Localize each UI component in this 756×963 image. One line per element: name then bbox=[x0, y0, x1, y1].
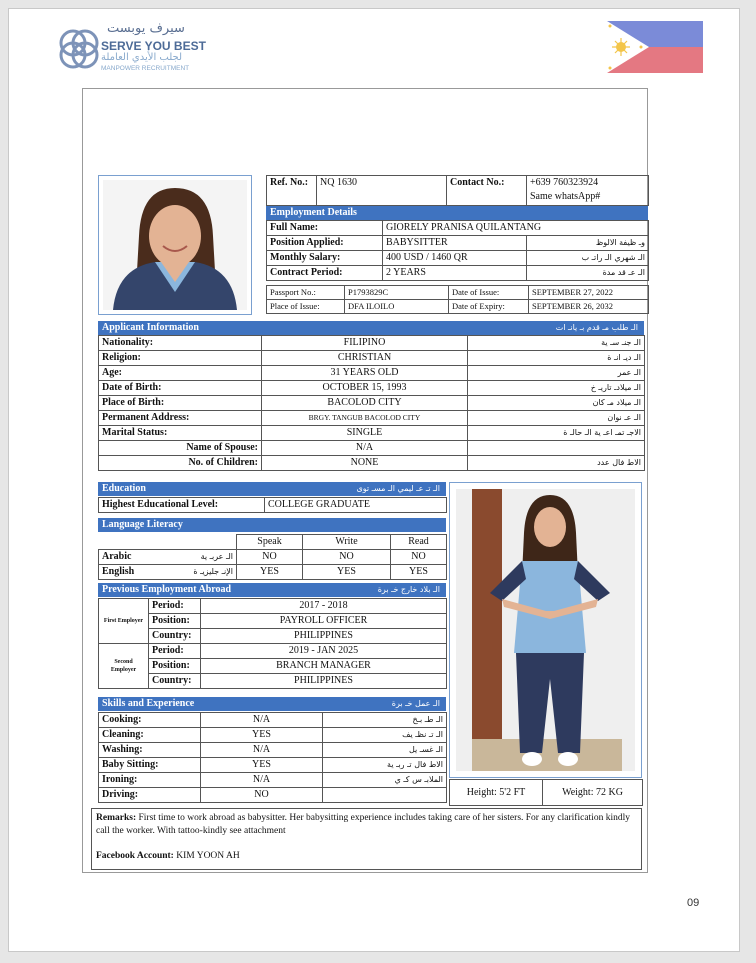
nationality-arabic: الـ جنـ سـ ية bbox=[468, 336, 645, 351]
spouse-label: Name of Spouse: bbox=[99, 441, 262, 456]
employment-row bbox=[267, 221, 649, 236]
washing-arabic: الـ غسـ يل bbox=[323, 743, 447, 758]
reference-table bbox=[266, 175, 649, 206]
cleaning-arabic: الـ تـ نظـ يف bbox=[323, 728, 447, 743]
babysitting-value: YES bbox=[201, 758, 323, 773]
skill-row bbox=[99, 728, 447, 743]
babysitting-arabic: الاط فال تـ ربـ ية bbox=[323, 758, 447, 773]
babysitting-label: Baby Sitting: bbox=[99, 758, 201, 773]
arabic-speak: NO bbox=[237, 550, 303, 565]
address-label: Permanent Address: bbox=[99, 411, 262, 426]
pob-value: BACOLOD CITY bbox=[262, 396, 468, 411]
second-country-label: Country: bbox=[149, 674, 201, 689]
education-title-arabic: الـ تـ عـ ليمي الـ مسـ توى bbox=[356, 484, 440, 493]
religion-label: Religion: bbox=[99, 351, 262, 366]
driving-arabic bbox=[323, 788, 447, 803]
full-body-image bbox=[450, 483, 641, 777]
skill-row bbox=[99, 758, 447, 773]
pob-label: Place of Birth: bbox=[99, 396, 262, 411]
passport-table bbox=[266, 285, 649, 314]
cleaning-label: Cleaning: bbox=[99, 728, 201, 743]
passport-label: Passport No.: bbox=[267, 286, 345, 300]
ref-value: NQ 1630 bbox=[317, 176, 447, 206]
full-name-label: Full Name: bbox=[267, 221, 383, 236]
skills-title-arabic: الـ عمل خـ برة bbox=[391, 699, 440, 708]
marital-arabic: الاجـ تمـ اعـ ية الـ حالـ ة bbox=[468, 426, 645, 441]
second-period-label: Period: bbox=[149, 644, 201, 659]
logo-arabic-name: سيرف يوبست bbox=[107, 21, 185, 36]
employment-header bbox=[266, 206, 648, 220]
children-label: No. of Children: bbox=[99, 456, 262, 471]
skill-row bbox=[99, 773, 447, 788]
ref-label: Ref. No.: bbox=[267, 176, 317, 206]
facebook-line bbox=[96, 850, 637, 863]
skills-title: Skills and Experience bbox=[102, 698, 195, 709]
previous-title-arabic: الـ بلاد خارج خـ برة bbox=[377, 585, 440, 594]
measurements-table bbox=[449, 779, 643, 806]
language-header bbox=[98, 518, 446, 532]
issue-date-label: Date of Issue: bbox=[449, 286, 529, 300]
first-position-label: Position: bbox=[149, 614, 201, 629]
logo-tagline: MANPOWER RECRUITMENT bbox=[101, 65, 190, 72]
english-language-arabic: الإنـ جليزيـ ة bbox=[193, 567, 233, 576]
full-name-value: GIORELY PRANISA QUILANTANG bbox=[383, 221, 649, 236]
expiry-label: Date of Expiry: bbox=[449, 300, 529, 314]
facebook-value: KIM YOON AH bbox=[176, 851, 240, 861]
contact-label: Contact No.: bbox=[447, 176, 527, 206]
remarks-label: Remarks: bbox=[96, 813, 137, 823]
dob-value: OCTOBER 15, 1993 bbox=[262, 381, 468, 396]
contact-value: +639 760323924 bbox=[530, 177, 599, 188]
english-language-cell bbox=[99, 565, 237, 580]
employment-row bbox=[267, 251, 649, 266]
nationality-label: Nationality: bbox=[99, 336, 262, 351]
second-position-label: Position: bbox=[149, 659, 201, 674]
dob-label: Date of Birth: bbox=[99, 381, 262, 396]
arabic-language-label: Arabic bbox=[102, 551, 132, 562]
religion-arabic: الـ ديـ انـ ة bbox=[468, 351, 645, 366]
salary-arabic: الـ شهري الـ راتـ ب bbox=[527, 251, 649, 266]
issue-place-value: DFA ILOILO bbox=[345, 300, 449, 314]
first-period-label: Period: bbox=[149, 599, 201, 614]
address-arabic: الـ عـ نوان bbox=[468, 411, 645, 426]
first-period-value: 2017 - 2018 bbox=[201, 599, 447, 614]
previous-header bbox=[98, 583, 446, 597]
age-arabic: الـ عمر bbox=[468, 366, 645, 381]
skills-header bbox=[98, 697, 446, 711]
arabic-language-arabic: الـ عربـ ية bbox=[200, 552, 233, 561]
logo-arabic-sub: لجلب الأيدي العاملة bbox=[101, 52, 183, 63]
cleaning-value: YES bbox=[201, 728, 323, 743]
passport-value: P1793829C bbox=[345, 286, 449, 300]
employment-row bbox=[267, 266, 649, 281]
religion-value: CHRISTIAN bbox=[262, 351, 468, 366]
issue-place-label: Place of Issue: bbox=[267, 300, 345, 314]
second-position-value: BRANCH MANAGER bbox=[201, 659, 447, 674]
employment-row bbox=[267, 236, 649, 251]
age-label: Age: bbox=[99, 366, 262, 381]
page-number: 09 bbox=[687, 897, 700, 909]
education-value: COLLEGE GRADUATE bbox=[265, 498, 447, 513]
contract-arabic: الـ عـ قد مدة bbox=[527, 266, 649, 281]
logo-english-name: SERVE YOU BEST bbox=[101, 39, 206, 53]
first-employer-label: First Employer bbox=[99, 599, 149, 644]
language-title: Language Literacy bbox=[102, 519, 183, 530]
children-value: NONE bbox=[262, 456, 468, 471]
remarks-text: First time to work abroad as babysitter. Her babysitting experience includes taking care of her sisters. For any clarification kindly call the worker. With tattoo-kindly see attachment bbox=[96, 813, 630, 836]
portrait-image bbox=[99, 176, 251, 314]
applicant-title-arabic: الـ طلب مـ قدم بـ يانـ ات bbox=[555, 323, 638, 332]
education-table bbox=[98, 497, 447, 513]
logo-knot-icon bbox=[57, 25, 101, 75]
issue-date-value: SEPTEMBER 27, 2022 bbox=[529, 286, 649, 300]
first-position-value: PAYROLL OFFICER bbox=[201, 614, 447, 629]
children-arabic: الاط فال عدد bbox=[468, 456, 645, 471]
contract-value: 2 YEARS bbox=[383, 266, 527, 281]
previous-table bbox=[98, 598, 447, 689]
driving-value: NO bbox=[201, 788, 323, 803]
skills-table bbox=[98, 712, 447, 803]
company-logo bbox=[57, 21, 206, 81]
education-label: Highest Educational Level: bbox=[99, 498, 265, 513]
applicant-title: Applicant Information bbox=[102, 322, 199, 333]
second-country-value: PHILIPPINES bbox=[201, 674, 447, 689]
nationality-value: FILIPINO bbox=[262, 336, 468, 351]
second-employer-label: Second Employer bbox=[99, 644, 149, 689]
salary-value: 400 USD / 1460 QR bbox=[383, 251, 527, 266]
education-title: Education bbox=[102, 483, 146, 494]
dob-arabic: الـ ميلادـ تاريـ خ bbox=[468, 381, 645, 396]
education-header bbox=[98, 482, 446, 496]
remarks-box bbox=[91, 808, 642, 870]
height-value: Height: 5'2 FT bbox=[450, 780, 543, 806]
write-header: Write bbox=[303, 535, 391, 550]
first-country-label: Country: bbox=[149, 629, 201, 644]
english-write: YES bbox=[303, 565, 391, 580]
language-table bbox=[98, 534, 447, 580]
remarks-line bbox=[96, 812, 637, 838]
skill-row bbox=[99, 788, 447, 803]
position-arabic: وـ ظيفة الالوظ bbox=[527, 236, 649, 251]
skill-row bbox=[99, 743, 447, 758]
arabic-language-cell bbox=[99, 550, 237, 565]
language-row bbox=[99, 550, 447, 565]
first-country-value: PHILIPPINES bbox=[201, 629, 447, 644]
facebook-label: Facebook Account: bbox=[96, 851, 174, 861]
cooking-label: Cooking: bbox=[99, 713, 201, 728]
age-value: 31 YEARS OLD bbox=[262, 366, 468, 381]
ironing-arabic: الملابـ س كـ ي bbox=[323, 773, 447, 788]
washing-label: Washing: bbox=[99, 743, 201, 758]
english-read: YES bbox=[391, 565, 447, 580]
weight-value: Weight: 72 KG bbox=[543, 780, 643, 806]
driving-label: Driving: bbox=[99, 788, 201, 803]
spouse-value: N/A bbox=[262, 441, 468, 456]
language-corner bbox=[99, 535, 237, 550]
read-header: Read bbox=[391, 535, 447, 550]
position-value: BABYSITTER bbox=[383, 236, 527, 251]
language-row bbox=[99, 565, 447, 580]
spouse-arabic bbox=[468, 441, 645, 456]
cooking-value: N/A bbox=[201, 713, 323, 728]
pob-arabic: الـ ميلاد مـ كان bbox=[468, 396, 645, 411]
position-label: Position Applied: bbox=[267, 236, 383, 251]
applicant-table bbox=[98, 335, 645, 471]
english-speak: YES bbox=[237, 565, 303, 580]
arabic-read: NO bbox=[391, 550, 447, 565]
washing-value: N/A bbox=[201, 743, 323, 758]
marital-value: SINGLE bbox=[262, 426, 468, 441]
arabic-write: NO bbox=[303, 550, 391, 565]
contact-cell bbox=[527, 176, 649, 206]
speak-header: Speak bbox=[237, 535, 303, 550]
cooking-arabic: الـ طـ بـخ bbox=[323, 713, 447, 728]
ironing-label: Ironing: bbox=[99, 773, 201, 788]
previous-title: Previous Employment Abroad bbox=[102, 584, 232, 595]
contract-label: Contract Period: bbox=[267, 266, 383, 281]
address-value: BRGY. TANGUB BACOLOD CITY bbox=[262, 411, 468, 426]
full-body-photo bbox=[449, 482, 642, 778]
marital-label: Marital Status: bbox=[99, 426, 262, 441]
skill-row bbox=[99, 713, 447, 728]
philippines-flag-icon bbox=[607, 21, 703, 73]
ironing-value: N/A bbox=[201, 773, 323, 788]
employment-table bbox=[266, 220, 649, 281]
contact-note: Same whatsApp# bbox=[530, 191, 601, 202]
employment-title: Employment Details bbox=[270, 207, 357, 218]
expiry-value: SEPTEMBER 26, 2032 bbox=[529, 300, 649, 314]
applicant-header bbox=[98, 321, 644, 335]
english-language-label: English bbox=[102, 566, 135, 577]
second-period-value: 2019 - JAN 2025 bbox=[201, 644, 447, 659]
portrait-photo bbox=[98, 175, 252, 315]
salary-label: Monthly Salary: bbox=[267, 251, 383, 266]
